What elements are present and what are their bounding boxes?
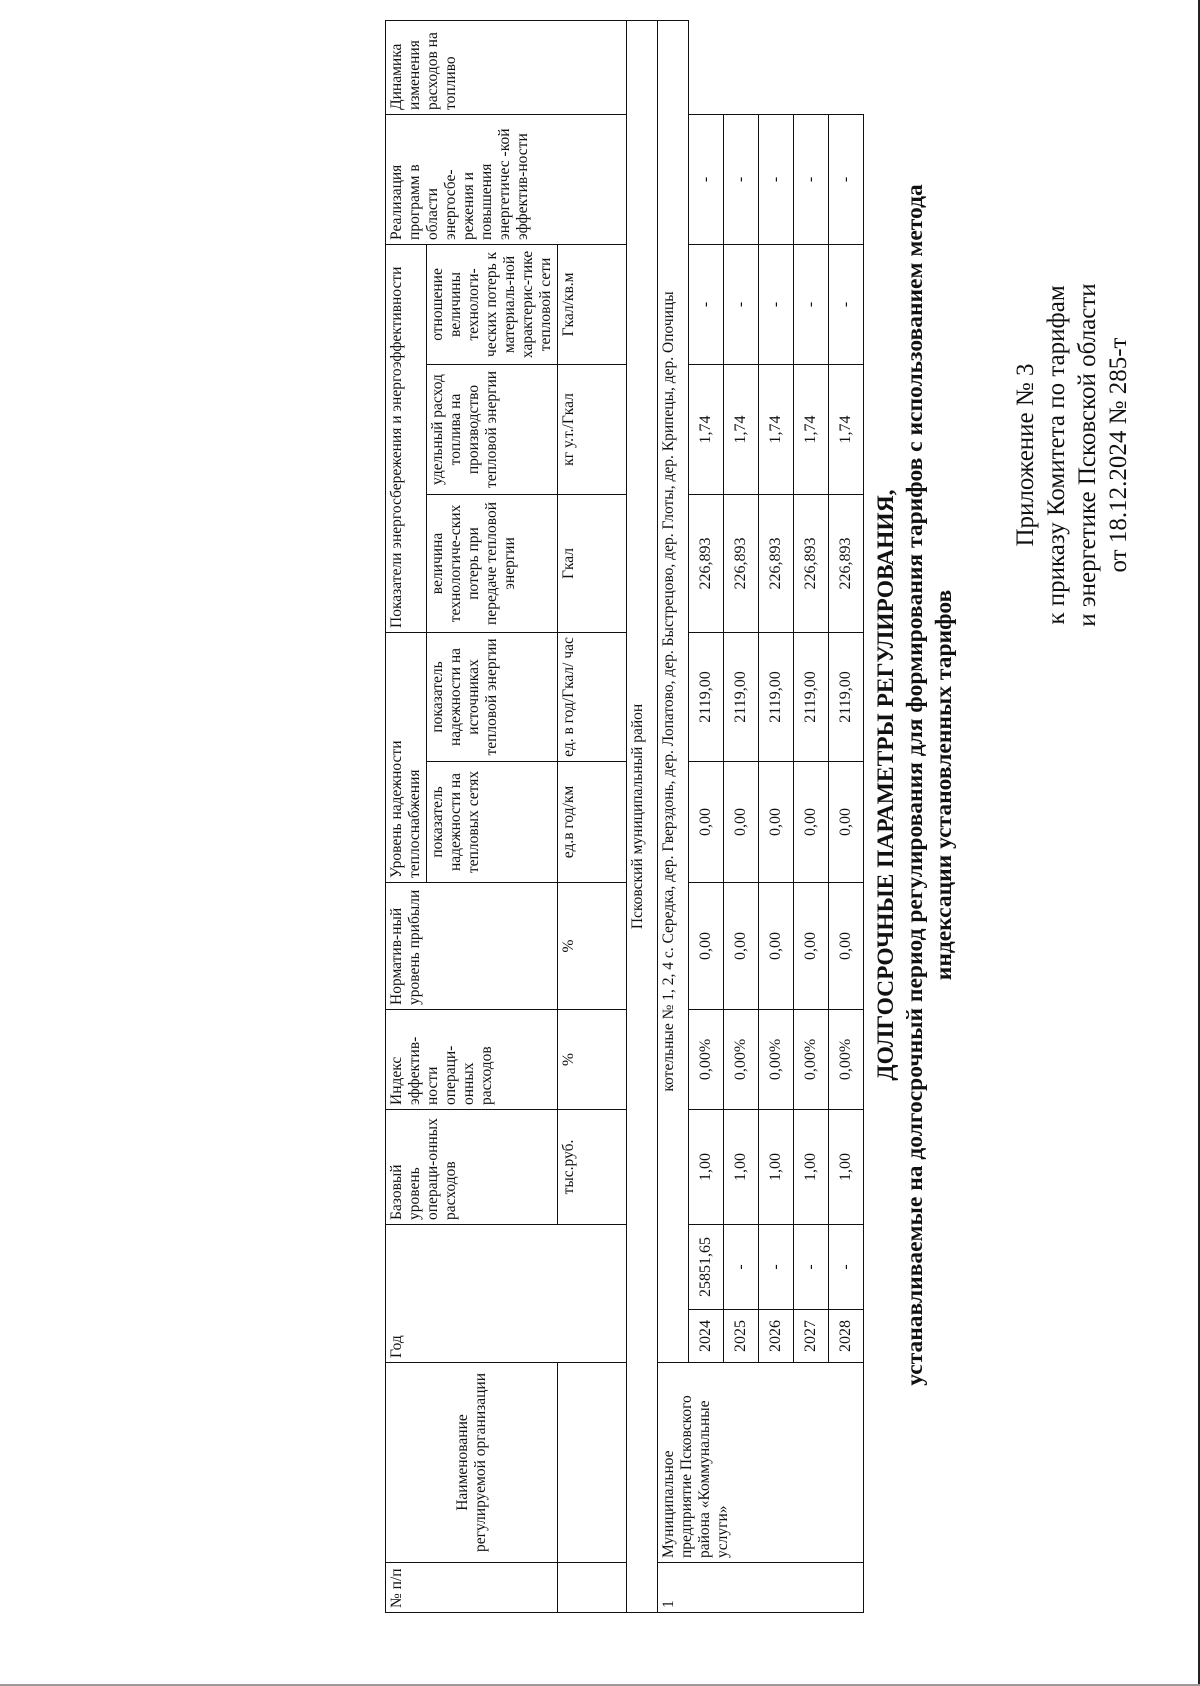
energy-losses-cell: 2119,00 xyxy=(724,632,759,761)
reliability-networks-cell: 0,00 xyxy=(829,882,864,1009)
programs-cell: - xyxy=(689,244,724,364)
reliability-networks-cell: 0,00 xyxy=(724,882,759,1009)
energy-fuel-cell: 226,893 xyxy=(759,494,794,632)
org-number: 1 xyxy=(658,1563,864,1613)
unit-base: тыс.руб. xyxy=(558,1109,627,1224)
units-blank-num xyxy=(558,1563,627,1613)
header-base: Базовый уровень операци-онных расходов xyxy=(386,1109,558,1224)
unit-profit: % xyxy=(558,882,627,1009)
year-cell: 2026 xyxy=(759,1310,794,1363)
header-org: Наименование регулируемой организации xyxy=(386,1363,558,1563)
header-year: Год xyxy=(386,1224,627,1362)
energy-ratio-cell: 1,74 xyxy=(689,364,724,494)
reliability-sources-cell: 0,00 xyxy=(759,761,794,882)
index-cell: 1,00 xyxy=(794,1109,829,1224)
profit-cell: 0,00% xyxy=(689,1009,724,1109)
reliability-networks-cell: 0,00 xyxy=(794,882,829,1009)
appendix-line-3: и энергетике Псковской области xyxy=(1074,283,1101,627)
header-energy: Показатели энергосбережения и энергоэффективности xyxy=(386,244,427,632)
parameters-table xyxy=(385,20,864,1613)
base-cell: - xyxy=(724,1224,759,1309)
org-name: Муниципальное предприятие Псковского района «Коммунальные услуги» xyxy=(658,1363,864,1563)
reliability-networks-cell: 0,00 xyxy=(759,882,794,1009)
header-profit: Норматив-ный уровень прибыли xyxy=(386,882,558,1009)
header-programs: Реализация программ в области энергосбе-режения и повышения энергетичес -кой эффектив-ности xyxy=(386,114,627,244)
programs-cell: - xyxy=(794,244,829,364)
header-reliability-sources: показатель надежности на источниках тепловой энергии xyxy=(427,632,558,761)
header-index: Индекс эффектив-ности операци-онных расходов xyxy=(386,1009,558,1109)
fuel-dynamics-cell: - xyxy=(724,114,759,244)
base-cell: - xyxy=(829,1224,864,1309)
year-cell: 2024 xyxy=(689,1310,724,1363)
energy-ratio-cell: 1,74 xyxy=(829,364,864,494)
reliability-sources-cell: 0,00 xyxy=(829,761,864,882)
appendix-block xyxy=(1010,105,1134,805)
appendix-line-4: от 18.12.2024 № 285-т xyxy=(1105,337,1132,573)
year-cell: 2028 xyxy=(829,1310,864,1363)
energy-ratio-cell: 1,74 xyxy=(794,364,829,494)
district-row xyxy=(627,20,658,1612)
units-row xyxy=(558,20,627,1612)
index-cell: 1,00 xyxy=(724,1109,759,1224)
energy-losses-cell: 2119,00 xyxy=(794,632,829,761)
energy-losses-cell: 2119,00 xyxy=(829,632,864,761)
programs-cell: - xyxy=(759,244,794,364)
boiler-houses: котельные № 1, 2, 4 с. Середка, дер. Гверздонь, дер. Лопатово, дер. Быстрецово, дер. Глоты, дер. Крипецы, дер. Опочицы xyxy=(658,20,689,1362)
fuel-dynamics-cell: - xyxy=(829,114,864,244)
unit-index: % xyxy=(558,1009,627,1109)
header-reliability-networks: показатель надежности на тепловых сетях xyxy=(427,761,558,882)
document-title xyxy=(872,35,959,1535)
base-cell: - xyxy=(759,1224,794,1309)
energy-ratio-cell: 1,74 xyxy=(759,364,794,494)
energy-fuel-cell: 226,893 xyxy=(829,494,864,632)
unit-reliability-sources: ед. в год/Гкал/ час xyxy=(558,632,627,761)
unit-energy-losses: Гкал xyxy=(558,494,627,632)
year-cell: 2027 xyxy=(794,1310,829,1363)
rotated-page xyxy=(10,10,1190,1675)
index-cell: 1,00 xyxy=(759,1109,794,1224)
programs-cell: - xyxy=(829,244,864,364)
unit-energy-fuel: кг у.т./Гкал xyxy=(558,364,627,494)
units-blank-org xyxy=(558,1363,627,1563)
energy-fuel-cell: 226,893 xyxy=(724,494,759,632)
appendix-line-2: к приказу Комитета по тарифам xyxy=(1043,285,1070,625)
index-cell: 1,00 xyxy=(829,1109,864,1224)
unit-reliability-networks: ед.в год/км xyxy=(558,761,627,882)
reliability-networks-cell: 0,00 xyxy=(689,882,724,1009)
year-cell: 2025 xyxy=(724,1310,759,1363)
energy-losses-cell: 2119,00 xyxy=(759,632,794,761)
energy-fuel-cell: 226,893 xyxy=(794,494,829,632)
boilers-row xyxy=(658,20,689,1612)
fuel-dynamics-cell: - xyxy=(689,114,724,244)
profit-cell: 0,00% xyxy=(759,1009,794,1109)
reliability-sources-cell: 0,00 xyxy=(724,761,759,882)
index-cell: 1,00 xyxy=(689,1109,724,1224)
header-num: № п/п xyxy=(386,1563,558,1613)
header-energy-ratio: отношение величины технологи-ческих потерь к материаль-ной характерис-тике тепловой сети xyxy=(427,244,558,364)
energy-fuel-cell: 226,893 xyxy=(689,494,724,632)
title-line-2: устанавливаемые на долгосрочный период регулирования для формирования тарифов с использованием метода xyxy=(902,184,928,1386)
fuel-dynamics-cell: - xyxy=(759,114,794,244)
header-fuel-dynamics: Динамика изменения расходов на топливо xyxy=(386,20,627,114)
header-energy-fuel: удельный расход топлива на производство тепловой энергии xyxy=(427,364,558,494)
reliability-sources-cell: 0,00 xyxy=(794,761,829,882)
energy-ratio-cell: 1,74 xyxy=(724,364,759,494)
energy-losses-cell: 2119,00 xyxy=(689,632,724,761)
profit-cell: 0,00% xyxy=(724,1009,759,1109)
unit-energy-ratio: Гкал/кв.м xyxy=(558,244,627,364)
title-line-3: индексации установленных тарифов xyxy=(931,589,957,981)
header-row-1 xyxy=(386,20,427,1612)
district-name: Псковский муниципальный район xyxy=(627,20,658,1612)
appendix-line-1: Приложение № 3 xyxy=(1012,363,1039,547)
fuel-dynamics-cell: - xyxy=(794,114,829,244)
base-cell: 25851,65 xyxy=(689,1224,724,1309)
profit-cell: 0,00% xyxy=(794,1009,829,1109)
header-reliability: Уровень надежности теплоснабжения xyxy=(386,632,427,882)
header-energy-losses: величина технологиче-ских потерь при передаче тепловой энергии xyxy=(427,494,558,632)
programs-cell: - xyxy=(724,244,759,364)
profit-cell: 0,00% xyxy=(829,1009,864,1109)
base-cell: - xyxy=(794,1224,829,1309)
reliability-sources-cell: 0,00 xyxy=(689,761,724,882)
title-line-1: ДОЛГОСРОЧНЫЕ ПАРАМЕТРЫ РЕГУЛИРОВАНИЯ, xyxy=(873,489,899,1081)
